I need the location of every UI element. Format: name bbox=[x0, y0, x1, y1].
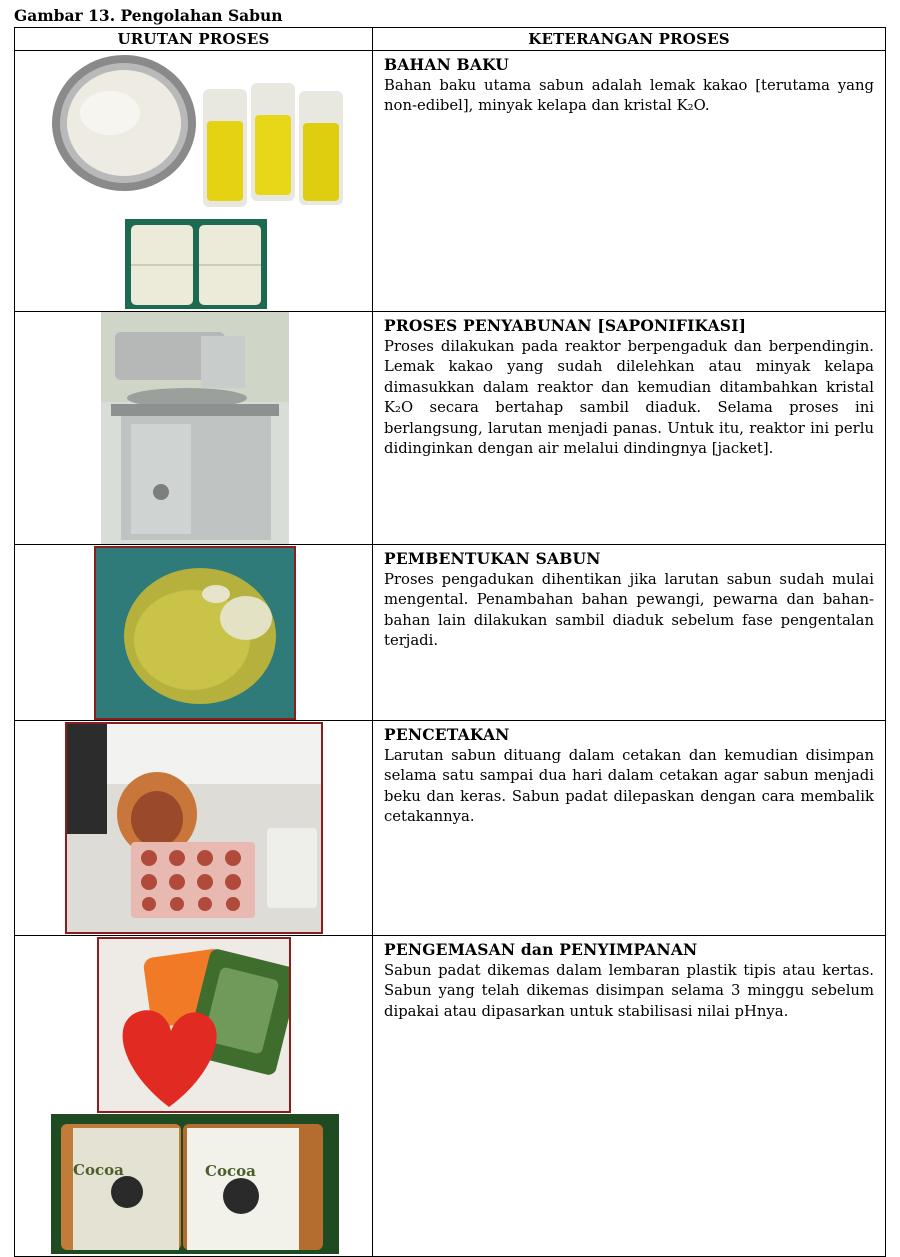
figure-caption: Gambar 13. Pengolahan Sabun bbox=[14, 6, 283, 25]
step-text-cell-penyabunan bbox=[373, 312, 886, 545]
soap-solution-image bbox=[94, 546, 296, 720]
oil-bags-image bbox=[201, 81, 347, 211]
step-title: BAHAN BAKU bbox=[384, 55, 509, 74]
step-text-cell-pencetakan bbox=[373, 721, 886, 936]
step-image-cell-pembentukan bbox=[15, 545, 373, 721]
step-description: Sabun padat dikemas dalam lembaran plastik tipis atau kertas. Sabun yang telah dikemas disimpan selama 3 minggu sebelum dipakai atau dipasarkan untuk stabilisasi nilai pHnya. bbox=[384, 961, 874, 1020]
step-text-cell-pembentukan bbox=[373, 545, 886, 721]
table-row bbox=[15, 51, 886, 312]
step-text-cell-bahan-baku bbox=[373, 51, 886, 312]
step-image-cell-pengemasan bbox=[15, 936, 373, 1257]
step-image-cell-bahan-baku bbox=[15, 51, 373, 312]
step-description: Proses dilakukan pada reaktor berpengaduk dan berpendingin. Lemak kakao yang sudah dilelehkan atau minyak kelapa dimasukkan dalam reaktor dan kemudian ditambahkan kristal K₂O secara bertahap sambil diaduk. Selama proses ini berlangsung, larutan menjadi panas. Untuk itu, reaktor ini perlu didinginkan dengan air melalui dindingnya [jacket]. bbox=[384, 337, 874, 457]
cocoa-butter-blocks-image bbox=[125, 219, 267, 309]
header-urutan-proses: URUTAN PROSES bbox=[15, 28, 373, 51]
step-text-cell-pengemasan bbox=[373, 936, 886, 1257]
header-keterangan-proses: KETERANGAN PROSES bbox=[373, 28, 886, 51]
soap-molding-image bbox=[65, 722, 323, 934]
step-title: PROSES PENYABUNAN [SAPONIFIKASI] bbox=[384, 316, 747, 335]
flour-bowl-image bbox=[50, 53, 198, 193]
package-brand-right: Cocoa bbox=[205, 1162, 256, 1180]
step-title: PEMBENTUKAN SABUN bbox=[384, 549, 601, 568]
step-title: PENCETAKAN bbox=[384, 725, 510, 744]
step-description: Larutan sabun dituang dalam cetakan dan kemudian disimpan selama satu sampai dua hari dalam cetakan agar sabun menjadi beku dan keras. Sabun padat dilepaskan dengan cara membalik cetakannya. bbox=[384, 746, 874, 825]
step-image-cell-penyabunan bbox=[15, 312, 373, 545]
step-description: Bahan baku utama sabun adalah lemak kakao [terutama yang non-edibel], minyak kelapa dan kristal K₂O. bbox=[384, 76, 874, 114]
table-row bbox=[15, 936, 886, 1257]
finished-soaps-image bbox=[97, 937, 291, 1113]
table-header-row bbox=[15, 28, 886, 51]
package-brand-left: Cocoa bbox=[73, 1161, 124, 1179]
reactor-image bbox=[101, 312, 289, 544]
table-row bbox=[15, 545, 886, 721]
step-image-cell-pencetakan bbox=[15, 721, 373, 936]
table-row bbox=[15, 721, 886, 936]
table-row bbox=[15, 312, 886, 545]
step-description: Proses pengadukan dihentikan jika larutan sabun sudah mulai mengental. Penambahan bahan pewangi, pewarna dan bahan-bahan lain dilakukan sambil diaduk sebelum fase pengentalan terjadi. bbox=[384, 570, 874, 649]
process-table bbox=[14, 27, 886, 1257]
packaged-soaps-image bbox=[51, 1114, 339, 1254]
step-title: PENGEMASAN dan PENYIMPANAN bbox=[384, 940, 698, 959]
